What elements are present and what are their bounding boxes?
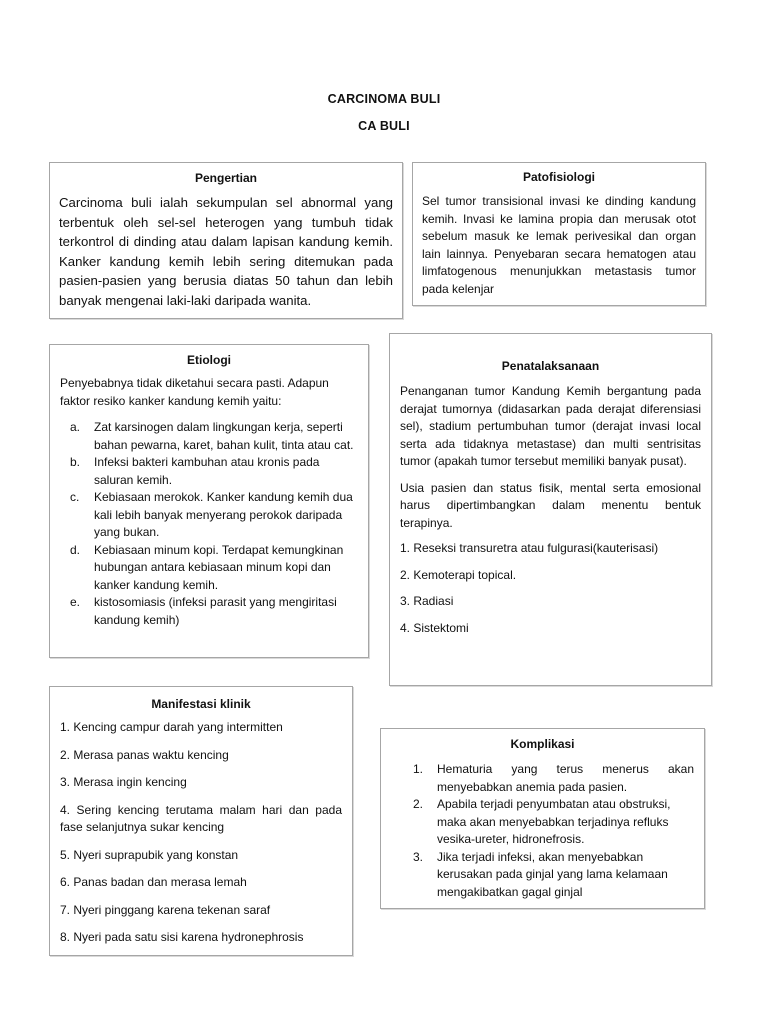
etiologi-box	[49, 344, 369, 658]
list-marker: 3.	[413, 849, 424, 864]
list-item-text: kistosomiasis (infeksi parasit yang mengiritasi kandung kemih)	[94, 595, 337, 627]
manifestasi-list	[60, 719, 342, 947]
penatalaksanaan-list	[400, 540, 701, 637]
list-item-text: Zat karsinogen dalam lingkungan kerja, seperti bahan pewarna, karet, bahan kulit, tinta atau cat.	[94, 420, 354, 452]
komplikasi-box	[380, 728, 705, 909]
penatalaksanaan-box	[389, 333, 712, 686]
list-item	[60, 594, 358, 629]
list-marker: b.	[70, 455, 81, 469]
list-item	[413, 849, 694, 902]
komplikasi-list	[391, 761, 694, 901]
etiologi-intro: Penyebabnya tidak diketahui secara pasti. Adapun faktor resiko kanker kandung kemih yaitu:	[60, 376, 329, 408]
list-item: 5. Nyeri suprapubik yang konstan	[60, 847, 239, 862]
patofisiologi-heading: Patofisiologi	[523, 170, 595, 184]
list-item: 8. Nyeri pada satu sisi karena hydronephrosis	[60, 930, 304, 944]
document-title: CARCINOMA BULI	[327, 92, 441, 106]
patofisiologi-box	[412, 162, 706, 306]
list-marker: 1.	[413, 762, 424, 776]
list-item: 2. Merasa panas waktu kencing	[60, 747, 229, 762]
list-item-text: Infeksi bakteri kambuhan atau kronis pada saluran kemih.	[94, 455, 320, 487]
list-marker: e.	[70, 595, 81, 609]
list-item: 4. Sistektomi	[400, 620, 469, 635]
list-item: 3. Merasa ingin kencing	[60, 775, 187, 789]
document-subtitle: CA BULI	[358, 119, 410, 133]
list-item	[60, 419, 358, 454]
komplikasi-heading: Komplikasi	[510, 737, 575, 751]
list-marker: d.	[70, 542, 81, 557]
list-marker: c.	[70, 490, 80, 504]
penatalaksanaan-para1: Penanganan tumor Kandung Kemih bergantung pada derajat tumornya (didasarkan pada derajat diferensiasi sel), stadium pertumbuhan tumor (derajat invasi local serta ada tidaknya metastase) dan multi sentrisitas tumor (apakah tumor tersebut memiliki banyak pusat).	[400, 384, 701, 468]
list-item	[60, 454, 358, 489]
pengertian-box	[49, 162, 403, 319]
manifestasi-box	[49, 686, 353, 956]
pengertian-text: Carcinoma buli ialah sekumpulan sel abnormal yang terbentuk oleh sel-sel heterogen yang tumbuh tidak terkontrol di dinding atau dalam lapisan kandung kemih. Kanker kandung kemih lebih sering ditemukan pada pasien-pasien yang berusia diatas 50 tahun dan lebih banyak mengenai laki-laki daripada wanita.	[59, 195, 393, 308]
list-item: 7. Nyeri pinggang karena tekenan saraf	[60, 902, 271, 917]
etiologi-heading: Etiologi	[187, 353, 231, 367]
list-item: 6. Panas badan dan merasa lemah	[60, 875, 247, 889]
penatalaksanaan-para2: Usia pasien dan status fisik, mental serta emosional harus dipertimbangkan dalam menentu bentuk terapinya.	[400, 480, 701, 530]
list-item: 3. Radiasi	[400, 594, 454, 608]
list-item: 4. Sering kencing terutama malam hari dan pada fase selanjutnya sukar kencing	[60, 802, 342, 834]
list-item	[60, 489, 358, 542]
list-item	[413, 761, 694, 796]
list-item: 1. Reseksi transuretra atau fulgurasi(kauterisasi)	[400, 541, 659, 555]
list-item-text: Apabila terjadi penyumbatan atau obstruksi, maka akan menyebabkan terjadinya refluks vesika-ureter, hidronefrosis.	[437, 797, 671, 846]
list-item-text: Hematuria yang terus menerus akan menyebabkan anemia pada pasien.	[437, 762, 694, 794]
penatalaksanaan-heading: Penatalaksanaan	[501, 359, 600, 373]
list-item	[60, 542, 358, 595]
patofisiologi-text: Sel tumor transisional invasi ke dinding kandung kemih. Invasi ke lamina propia dan merusak otot sebelum masuk ke lemak perivesikal dan organ lain lainnya. Penyebaran secara hematogen atau limfatogenous menunjukkan metastasis tumor pada kelenjar	[422, 194, 696, 296]
list-item-text: Kebiasaan merokok. Kanker kandung kemih dua kali lebih banyak menyerang perokok daripada yang bukan.	[94, 490, 353, 539]
manifestasi-heading: Manifestasi klinik	[151, 697, 251, 711]
list-item-text: Jika terjadi infeksi, akan menyebabkan kerusakan pada ginjal yang lama kelamaan mengakibatkan gagal ginjal	[437, 849, 668, 899]
list-item: 1. Kencing campur darah yang intermitten	[60, 720, 283, 734]
list-marker: 2.	[413, 797, 424, 811]
pengertian-heading: Pengertian	[194, 171, 257, 185]
list-item	[413, 796, 694, 849]
list-item: 2. Kemoterapi topical.	[400, 567, 517, 582]
etiologi-list	[60, 419, 358, 629]
list-marker: a.	[70, 420, 81, 434]
list-item-text: Kebiasaan minum kopi. Terdapat kemungkinan hubungan antara kebiasaan minum kopi dan kanker kandung kemih.	[94, 542, 344, 592]
